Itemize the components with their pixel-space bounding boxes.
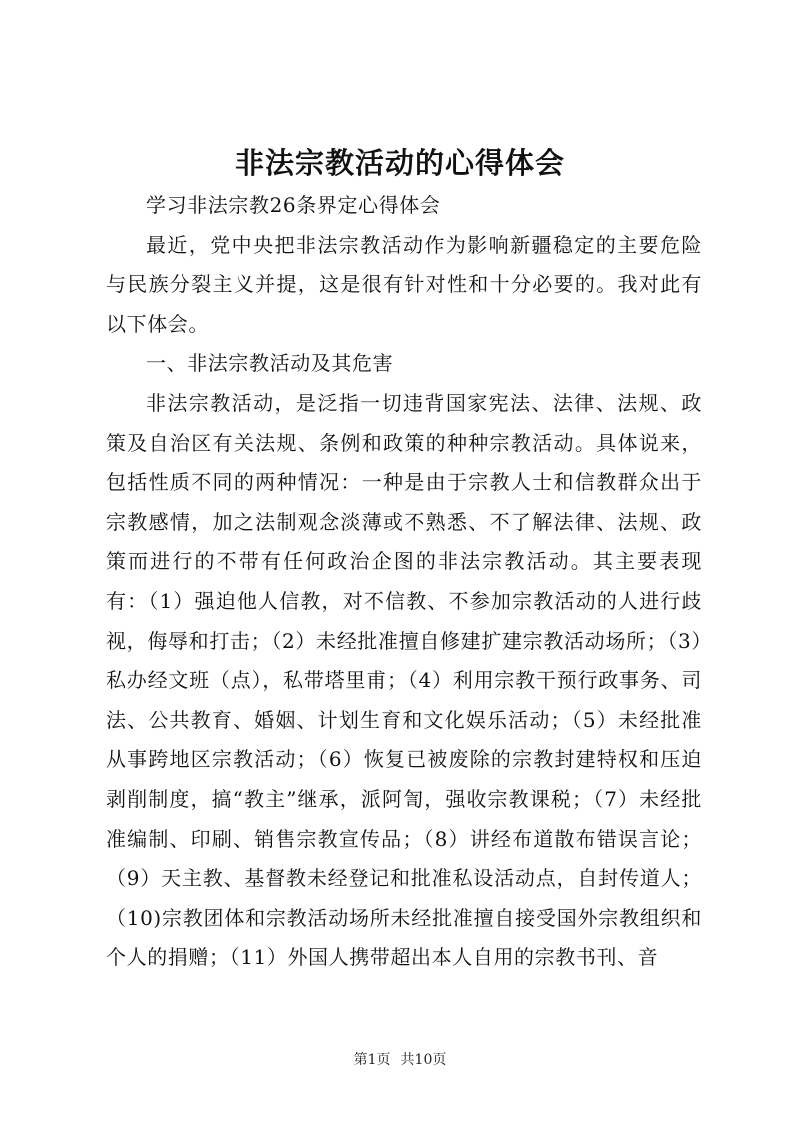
section-heading: 一、非法宗教活动及其危害 (146, 351, 394, 376)
subtitle-paragraph: 学习非法宗教26条界定心得体会 (146, 193, 441, 217)
document-body (106, 186, 702, 978)
page-total: 共10页 (400, 1052, 447, 1068)
page-footer (0, 1050, 800, 1070)
intro-paragraph: 最近，党中央把非法宗教活动作为影响新疆稳定的主要危险与民族分裂主义并提，这是很有针对性和十分必要的。我对此有以下体会。 (106, 232, 702, 336)
page-number: 第1页 (353, 1052, 391, 1068)
document-title: 非法宗教活动的心得体会 (234, 146, 565, 180)
body-paragraph: 非法宗教活动，是泛指一切违背国家宪法、法律、法规、政策及自治区有关法规、条例和政策的种种宗教活动。具体说来，包括性质不同的两种情况：一种是由于宗教人士和信教群众出于宗教感情，加之法制观念淡薄或不熟悉、不了解法律、法规、政策而进行的不带有任何政治企图的非法宗教活动。其主要表现有：（1）强迫他人信教，对不信教、不参加宗教活动的人进行歧视，侮辱和打击；（2）未经批准擅自修建扩建宗教活动场所；（3）私办经文班（点），私带塔里甫；（4）利用宗教干预行政事务、司法、公共教育、婚姻、计划生育和文化娱乐活动；（5）未经批准从事跨地区宗教活动；（6）恢复已被废除的宗教封建特权和压迫剥削制度，搞“教主”继承，派阿訇，强收宗教课税；（7）未经批准编制、印刷、销售宗教宣传品；（8）讲经布道散布错误言论；（9）天主教、基督教未经登记和批准私设活动点，自封传道人；（10)宗教团体和宗教活动场所未经批准擅自接受国外宗教组织和个人的捐赠；（11）外国人携带超出本人自用的宗教书刊、音 (106, 390, 702, 970)
